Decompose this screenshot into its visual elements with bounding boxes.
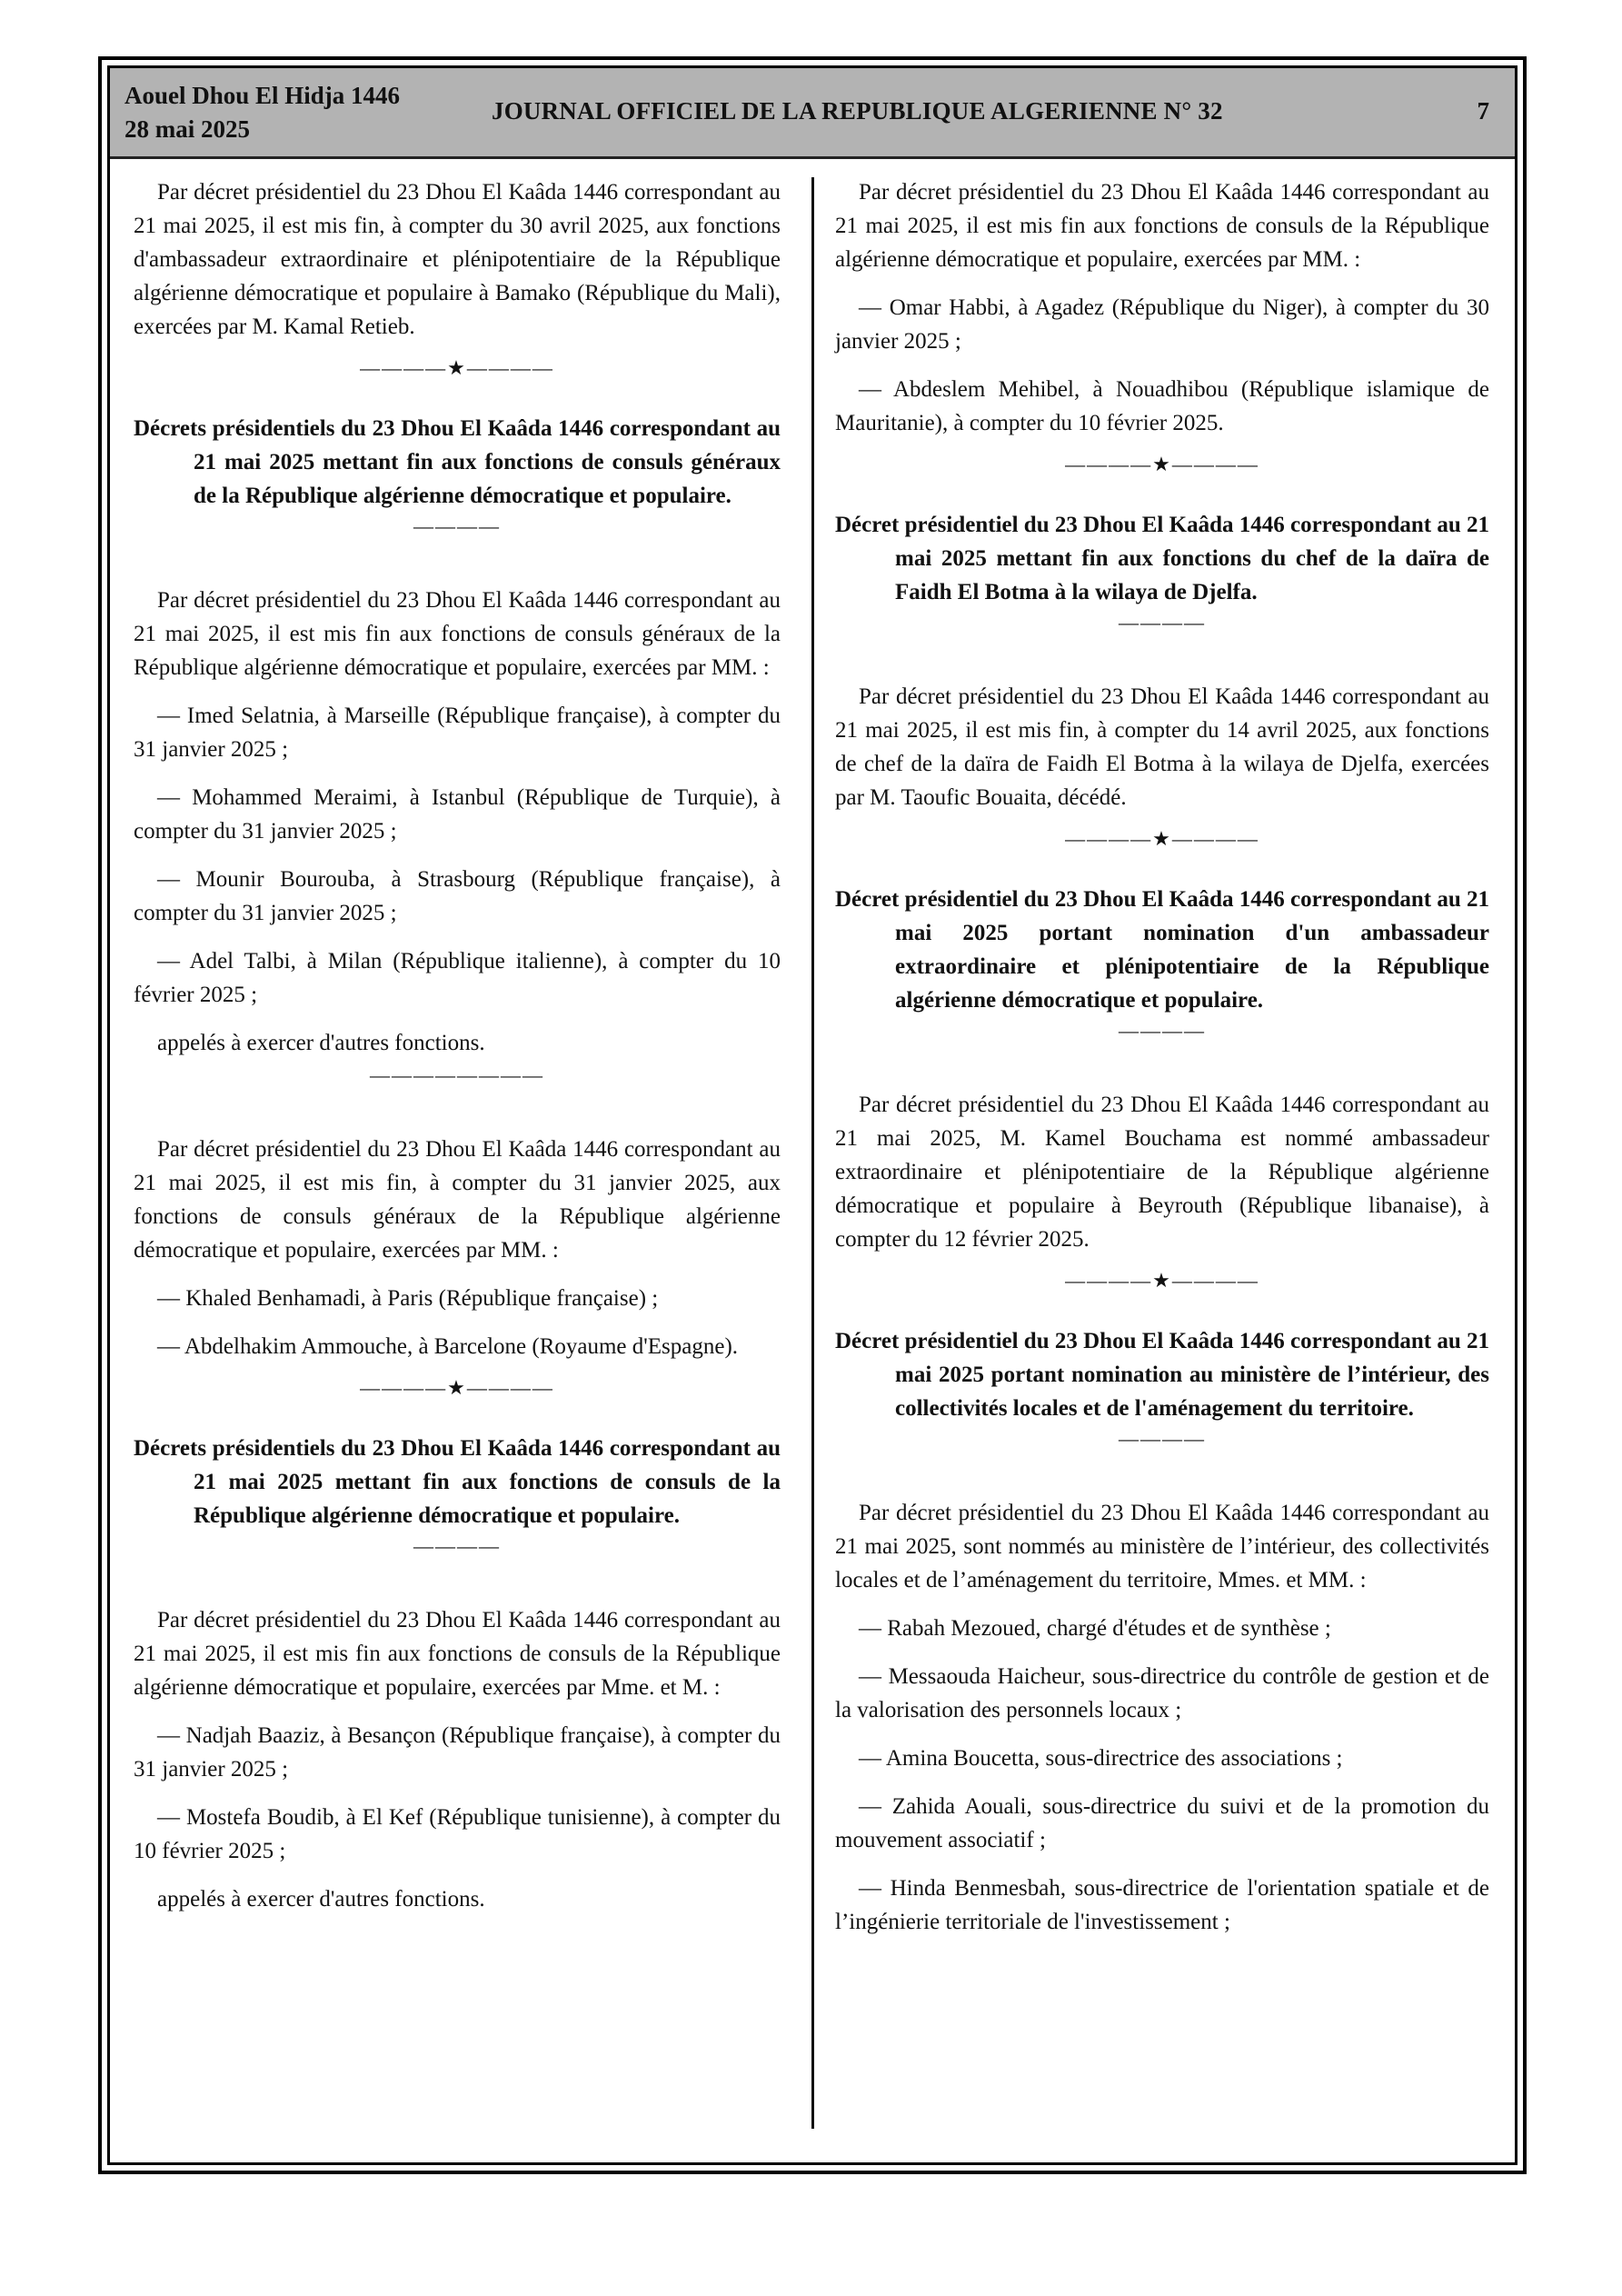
- short-separator: ————: [413, 1534, 501, 1557]
- short-separator: ————: [413, 514, 501, 537]
- list-item: — Rabah Mezoued, chargé d'études et de synthèse ;: [859, 1616, 1331, 1641]
- star-separator: ————★————: [1065, 827, 1259, 850]
- short-separator: ————: [1119, 1427, 1206, 1450]
- decree-paragraph: Par décret présidentiel du 23 Dhou El Kaâda 1446 correspondant au 21 mai 2025, il est mis fin aux fonctions de consuls de la République algérienne démocratique et populaire, exercées par MM. :: [835, 180, 1489, 272]
- star-separator: ————★————: [1065, 1269, 1259, 1292]
- list-item: — Abdelhakim Ammouche, à Barcelone (Royaume d'Espagne).: [157, 1334, 739, 1359]
- star-separator: ————★————: [360, 1376, 554, 1399]
- decree-paragraph: Par décret présidentiel du 23 Dhou El Kaâda 1446 correspondant au 21 mai 2025, sont nommés au ministère de l’intérieur, des collectivités locales et de l’aménagement du territoire, Mmes. et MM. :: [835, 1501, 1489, 1592]
- decree-heading: Décret présidentiel du 23 Dhou El Kaâda 1446 correspondant au 21 mai 2025 mettant fin aux fonctions du chef de la daïra de Faidh El Botma à la wilaya de Djelfa.: [835, 513, 1489, 604]
- page-frame-outer: [98, 56, 1527, 2174]
- left-column: [134, 175, 781, 1931]
- decree-heading: Décrets présidentiels du 23 Dhou El Kaâda 1446 correspondant au 21 mai 2025 mettant fin aux fonctions de consuls de la République algérienne démocratique et populaire.: [134, 1436, 781, 1528]
- list-item: — Khaled Benhamadi, à Paris (République française) ;: [157, 1286, 659, 1311]
- page-number: 7: [1477, 97, 1489, 125]
- list-item: — Nadjah Baaziz, à Besançon (République française), à compter du 31 janvier 2025 ;: [134, 1723, 781, 1782]
- decree-paragraph: Par décret présidentiel du 23 Dhou El Kaâda 1446 correspondant au 21 mai 2025, M. Kamel Bouchama est nommé ambassadeur extraordinaire et plénipotentiaire de la République algérienne démocratique et populaire à Beyrouth (République libanaise), à compter du 12 février 2025.: [835, 1093, 1489, 1252]
- list-item: — Abdeslem Mehibel, à Nouadhibou (République islamique de Mauritanie), à compter du 10 février 2025.: [835, 377, 1489, 435]
- list-item: — Omar Habbi, à Agadez (République du Niger), à compter du 30 janvier 2025 ;: [835, 295, 1489, 354]
- column-divider: [811, 177, 814, 2129]
- page-header: [110, 68, 1515, 159]
- decree-paragraph: Par décret présidentiel du 23 Dhou El Kaâda 1446 correspondant au 21 mai 2025, il est mis fin, à compter du 30 avril 2025, aux fonctions d'ambassadeur extraordinaire et plénipotentiaire de la République algérienne démocratique et populaire à Bamako (République du Mali), exercées par M. Kamal Retieb.: [134, 180, 781, 339]
- list-item: — Hinda Benmesbah, sous-directrice de l'orientation spatiale et de l’ingénierie territoriale de l'investissement ;: [835, 1876, 1489, 1934]
- page-frame-inner: [107, 65, 1518, 2165]
- star-separator: ————★————: [1065, 453, 1259, 475]
- header-dates: [124, 79, 400, 146]
- list-item: — Imed Selatnia, à Marseille (République française), à compter du 31 janvier 2025 ;: [134, 704, 781, 762]
- list-item: — Amina Boucetta, sous-directrice des associations ;: [859, 1746, 1343, 1771]
- decree-heading: Décret présidentiel du 23 Dhou El Kaâda 1446 correspondant au 21 mai 2025 portant nomination au ministère de l’intérieur, des collectivités locales et de l'aménagement du territoire.: [835, 1329, 1489, 1421]
- list-item: — Mounir Bourouba, à Strasbourg (République française), à compter du 31 janvier 2025 ;: [134, 867, 781, 925]
- decree-paragraph: Par décret présidentiel du 23 Dhou El Kaâda 1446 correspondant au 21 mai 2025, il est mis fin, à compter du 31 janvier 2025, aux fonctions de consuls généraux de la République algérienne démocratique et populaire, exercées par MM. :: [134, 1137, 781, 1263]
- decree-paragraph: Par décret présidentiel du 23 Dhou El Kaâda 1446 correspondant au 21 mai 2025, il est mis fin aux fonctions de consuls généraux de la République algérienne démocratique et populaire, exercées par MM. :: [134, 588, 781, 680]
- right-column: [835, 175, 1489, 1953]
- decree-heading: Décret présidentiel du 23 Dhou El Kaâda 1446 correspondant au 21 mai 2025 portant nomination d'un ambassadeur extraordinaire et plénipotentiaire de la République algérienne démocratique et populaire.: [835, 887, 1489, 1013]
- gregorian-date: 28 mai 2025: [124, 115, 250, 143]
- list-item: — Adel Talbi, à Milan (République italienne), à compter du 10 février 2025 ;: [134, 949, 781, 1007]
- list-item: — Mohammed Meraimi, à Istanbul (République de Turquie), à compter du 31 janvier 2025 ;: [134, 785, 781, 844]
- hijri-date: Aouel Dhou El Hidja 1446: [124, 82, 401, 109]
- decree-paragraph: Par décret présidentiel du 23 Dhou El Kaâda 1446 correspondant au 21 mai 2025, il est mis fin, à compter du 14 avril 2025, aux fonctions de chef de la daïra de Faidh El Botma à la wilaya de Djelfa, exercées par M. Taoufic Bouaita, décédé.: [835, 684, 1489, 810]
- decree-heading: Décrets présidentiels du 23 Dhou El Kaâda 1446 correspondant au 21 mai 2025 mettant fin aux fonctions de consuls généraux de la République algérienne démocratique et populaire.: [134, 416, 781, 508]
- journal-title: JOURNAL OFFICIEL DE LA REPUBLIQUE ALGERIENNE N° 32: [492, 97, 1223, 125]
- star-separator: ————★————: [360, 356, 554, 379]
- decree-paragraph: Par décret présidentiel du 23 Dhou El Kaâda 1446 correspondant au 21 mai 2025, il est mis fin aux fonctions de consuls de la République algérienne démocratique et populaire, exercées par Mme. et M. :: [134, 1608, 781, 1700]
- closing-line: appelés à exercer d'autres fonctions.: [157, 1031, 485, 1055]
- short-separator: ————: [1119, 1019, 1206, 1042]
- short-separator: ————: [1119, 611, 1206, 634]
- list-item: — Messaouda Haicheur, sous-directrice du contrôle de gestion et de la valorisation des personnels locaux ;: [835, 1664, 1489, 1722]
- long-separator: ————————: [370, 1063, 544, 1086]
- list-item: — Mostefa Boudib, à El Kef (République tunisienne), à compter du 10 février 2025 ;: [134, 1805, 781, 1863]
- list-item: — Zahida Aouali, sous-directrice du suivi et de la promotion du mouvement associatif ;: [835, 1794, 1489, 1852]
- closing-line: appelés à exercer d'autres fonctions.: [157, 1887, 485, 1912]
